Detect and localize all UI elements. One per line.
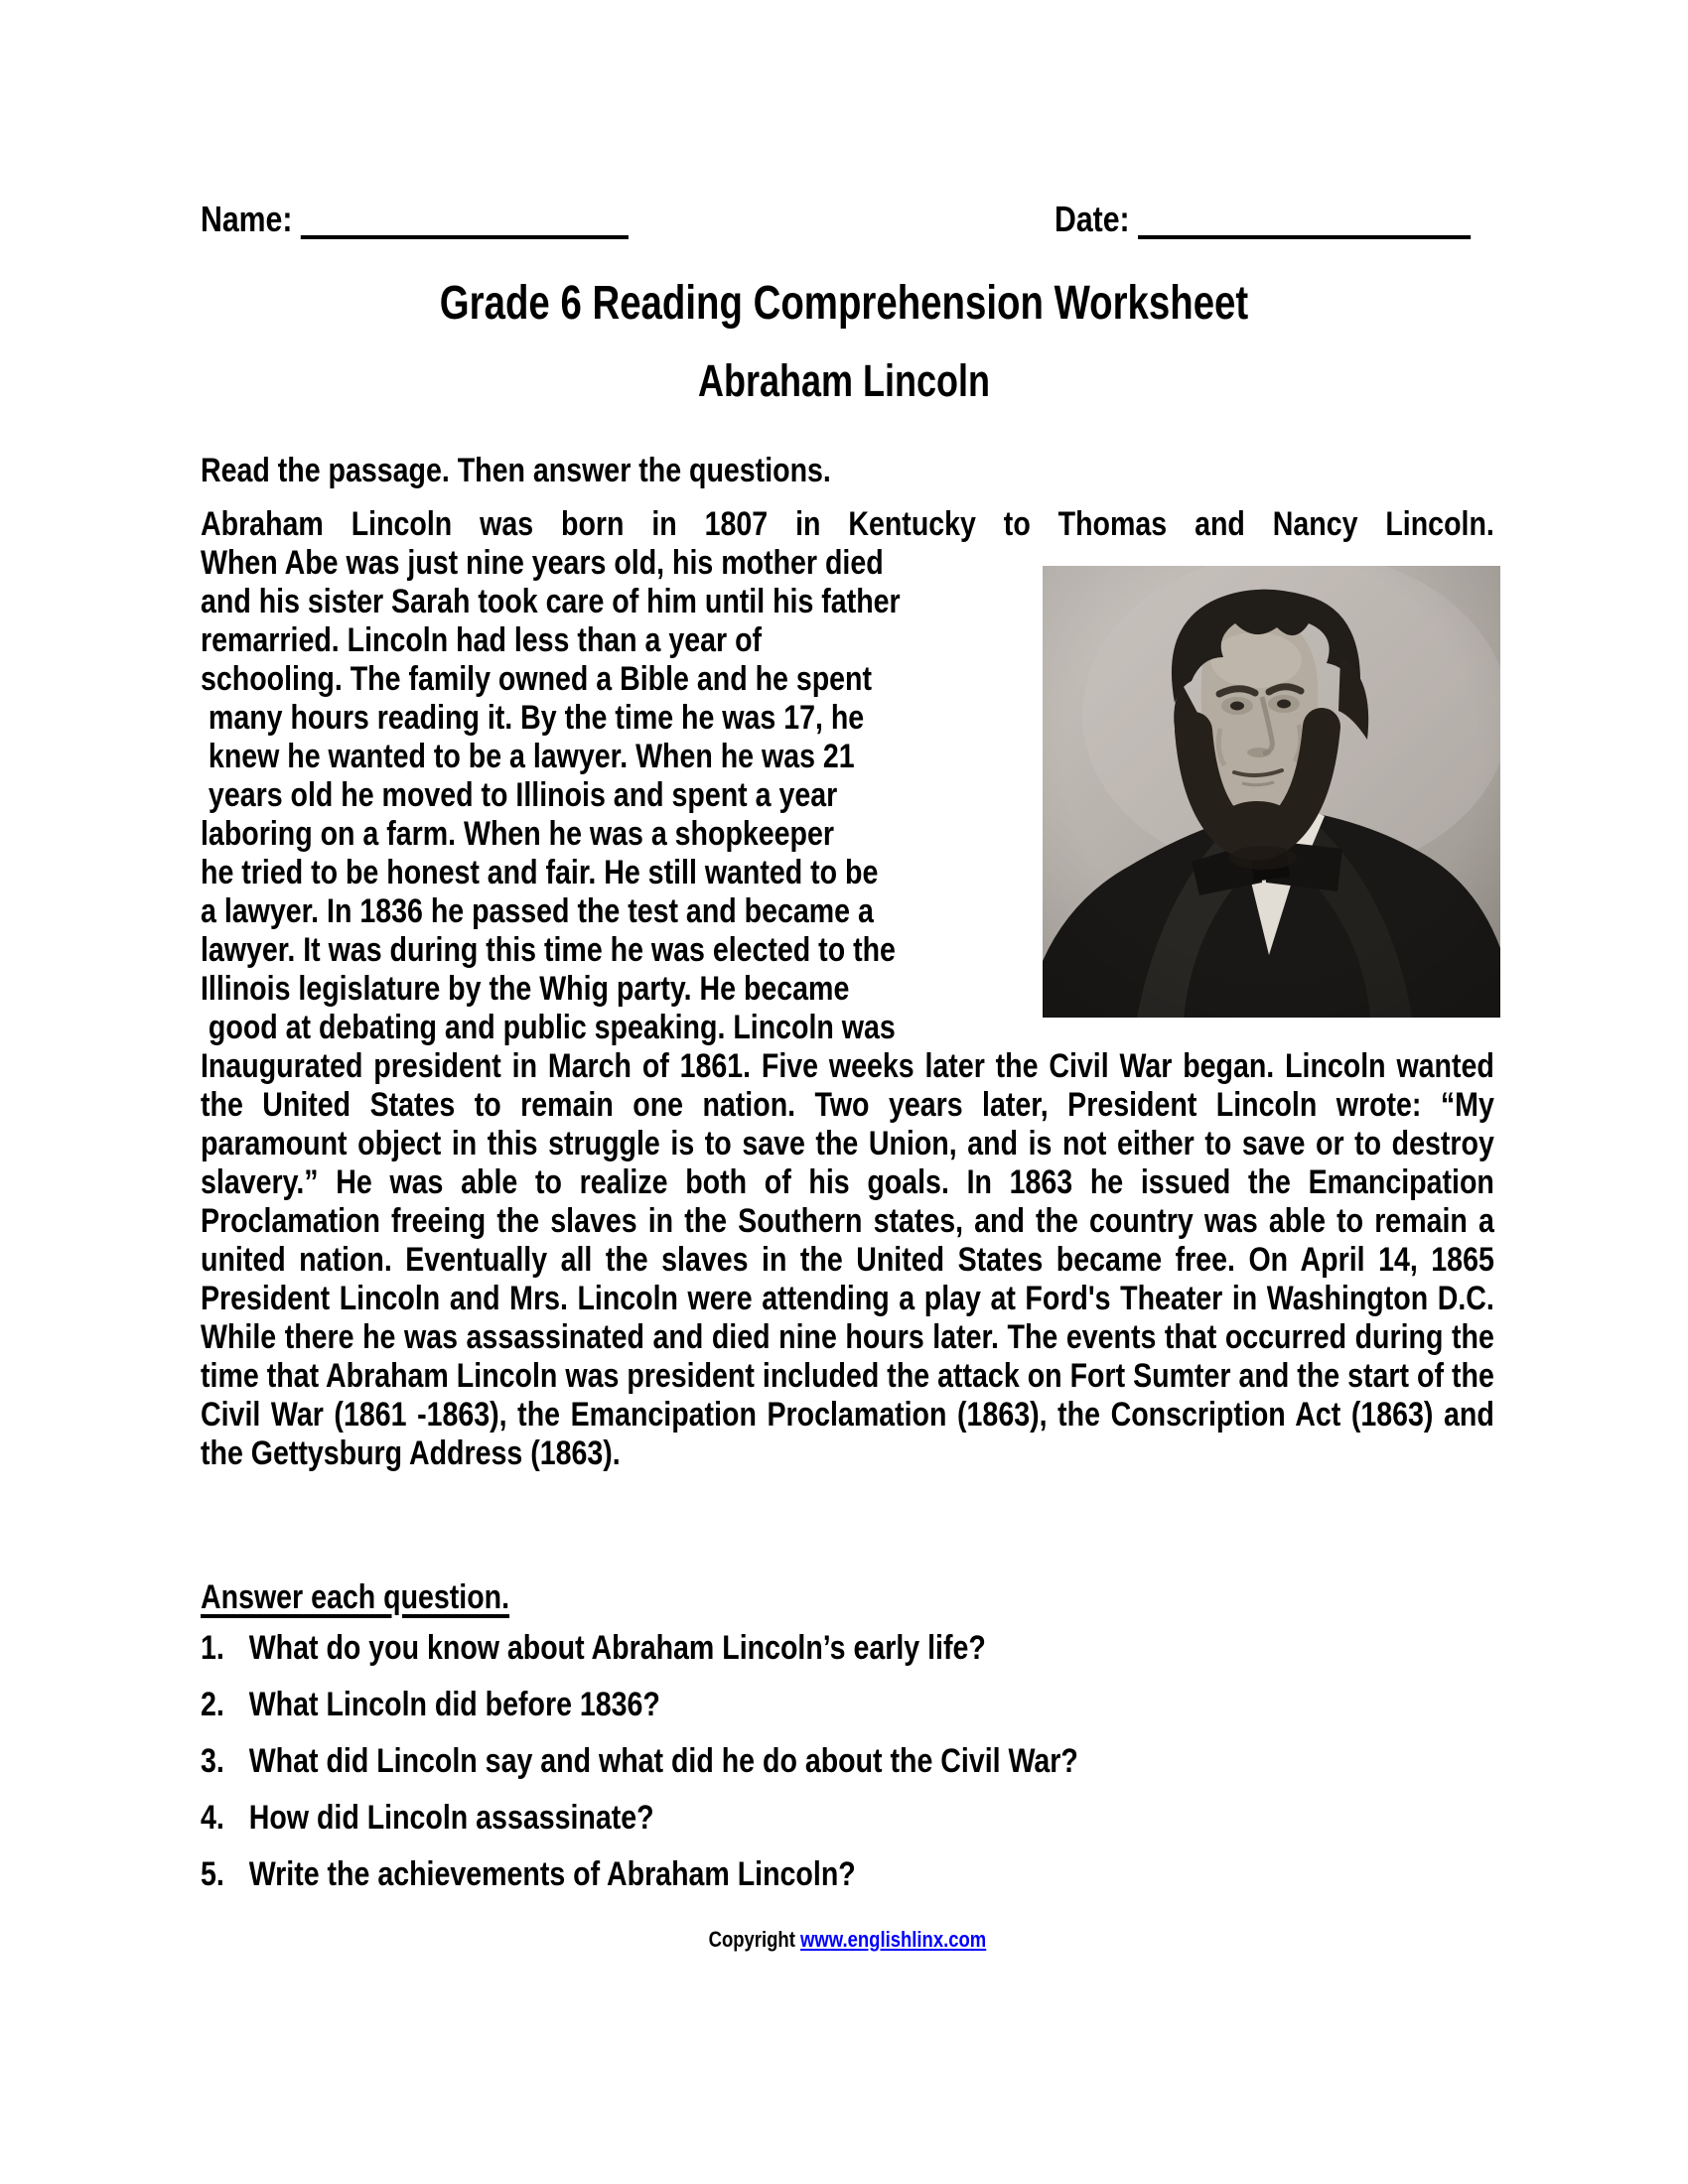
question-text: Write the achievements of Abraham Lincoln? (248, 1855, 856, 1893)
question-number: 2. (201, 1686, 224, 1723)
passage-instruction: Read the passage. Then answer the questions. (201, 452, 831, 489)
date-blank-line (1138, 202, 1471, 239)
passage-intro-line: Abraham Lincoln was born in 1807 in Kentucky to Thomas and Nancy Lincoln. (201, 505, 1494, 543)
date-label: Date: (1055, 199, 1130, 239)
question-text: How did Lincoln assassinate? (248, 1799, 654, 1837)
passage-body: Inaugurated president in March of 1861. Five weeks later the Civil War began. Lincoln wanted the United States to remain one nation. Two years later, President Lincoln wrote: “My paramount object in this struggle is to save the Union, and is not either to save or to destroy slavery.” He was able to realize both of his goals. In 1863 he issued the Emancipation Proclamation freeing the slaves in the Southern states, and the country was able to remain a united nation. Eventually all the slaves in the United States became free. On April 14, 1865 President Lincoln and Mrs. Lincoln were attending a play at Ford's Theater in Washington D.C. While there he was assassinated and died nine hours later. The events that occurred during the time that Abraham Lincoln was president included the attack on Fort Sumter and the start of the Civil War (1861 -1863), the Emancipation Proclamation (1863), the Conscription Act (1863) and the Gettysburg Address (1863). (201, 1047, 1494, 1472)
question-text: What Lincoln did before 1836? (248, 1686, 660, 1723)
question-number: 1. (201, 1629, 224, 1667)
passage-line: Illinois legislature by the Whig party. He became (201, 970, 850, 1008)
worksheet-title: Grade 6 Reading Comprehension Worksheet (439, 277, 1249, 330)
copyright-label: Copyright (708, 1927, 795, 1952)
name-field (201, 199, 629, 240)
question-number: 5. (201, 1855, 224, 1893)
passage-line: good at debating and public speaking. Lincoln was (201, 1009, 896, 1046)
questions-section (201, 1578, 1494, 1894)
questions-heading: Answer each question. (201, 1578, 510, 1616)
question-text: What do you know about Abraham Lincoln’s early life? (248, 1629, 986, 1667)
question-number: 3. (201, 1742, 224, 1780)
lincoln-portrait-image (1043, 566, 1500, 1018)
passage-line: laboring on a farm. When he was a shopkeeper (201, 815, 834, 853)
passage-line: and his sister Sarah took care of him until his father (201, 583, 901, 620)
question-item (201, 1855, 1494, 1894)
lincoln-portrait-drawing (1043, 566, 1500, 1018)
name-blank-line (301, 202, 629, 239)
passage-line: remarried. Lincoln had less than a year of (201, 621, 763, 659)
passage-line: years old he moved to Illinois and spent a year (201, 776, 838, 814)
name-label: Name: (201, 199, 293, 239)
passage-line: a lawyer. In 1836 he passed the test and became a (201, 892, 874, 930)
footer (201, 1927, 1494, 1953)
passage-line: knew he wanted to be a lawyer. When he was 21 (201, 738, 855, 775)
passage-line: When Abe was just nine years old, his mother died (201, 544, 884, 582)
passage-line: he tried to be honest and fair. He still wanted to be (201, 854, 879, 891)
question-item (201, 1742, 1494, 1781)
passage-line: schooling. The family owned a Bible and he spent (201, 660, 873, 698)
question-number: 4. (201, 1799, 224, 1837)
passage-line: lawyer. It was during this time he was elected to the (201, 931, 896, 969)
copyright-link[interactable]: www.englishlinx.com (800, 1927, 987, 1952)
question-item (201, 1686, 1494, 1724)
questions-list (201, 1629, 1494, 1894)
passage-wrap-lines (201, 544, 1043, 1047)
question-text: What did Lincoln say and what did he do about the Civil War? (248, 1742, 1078, 1780)
question-item (201, 1629, 1494, 1668)
question-item (201, 1799, 1494, 1838)
passage-line: many hours reading it. By the time he was 17, he (201, 699, 865, 737)
worksheet-subtitle: Abraham Lincoln (697, 355, 991, 406)
date-field (1055, 199, 1471, 240)
